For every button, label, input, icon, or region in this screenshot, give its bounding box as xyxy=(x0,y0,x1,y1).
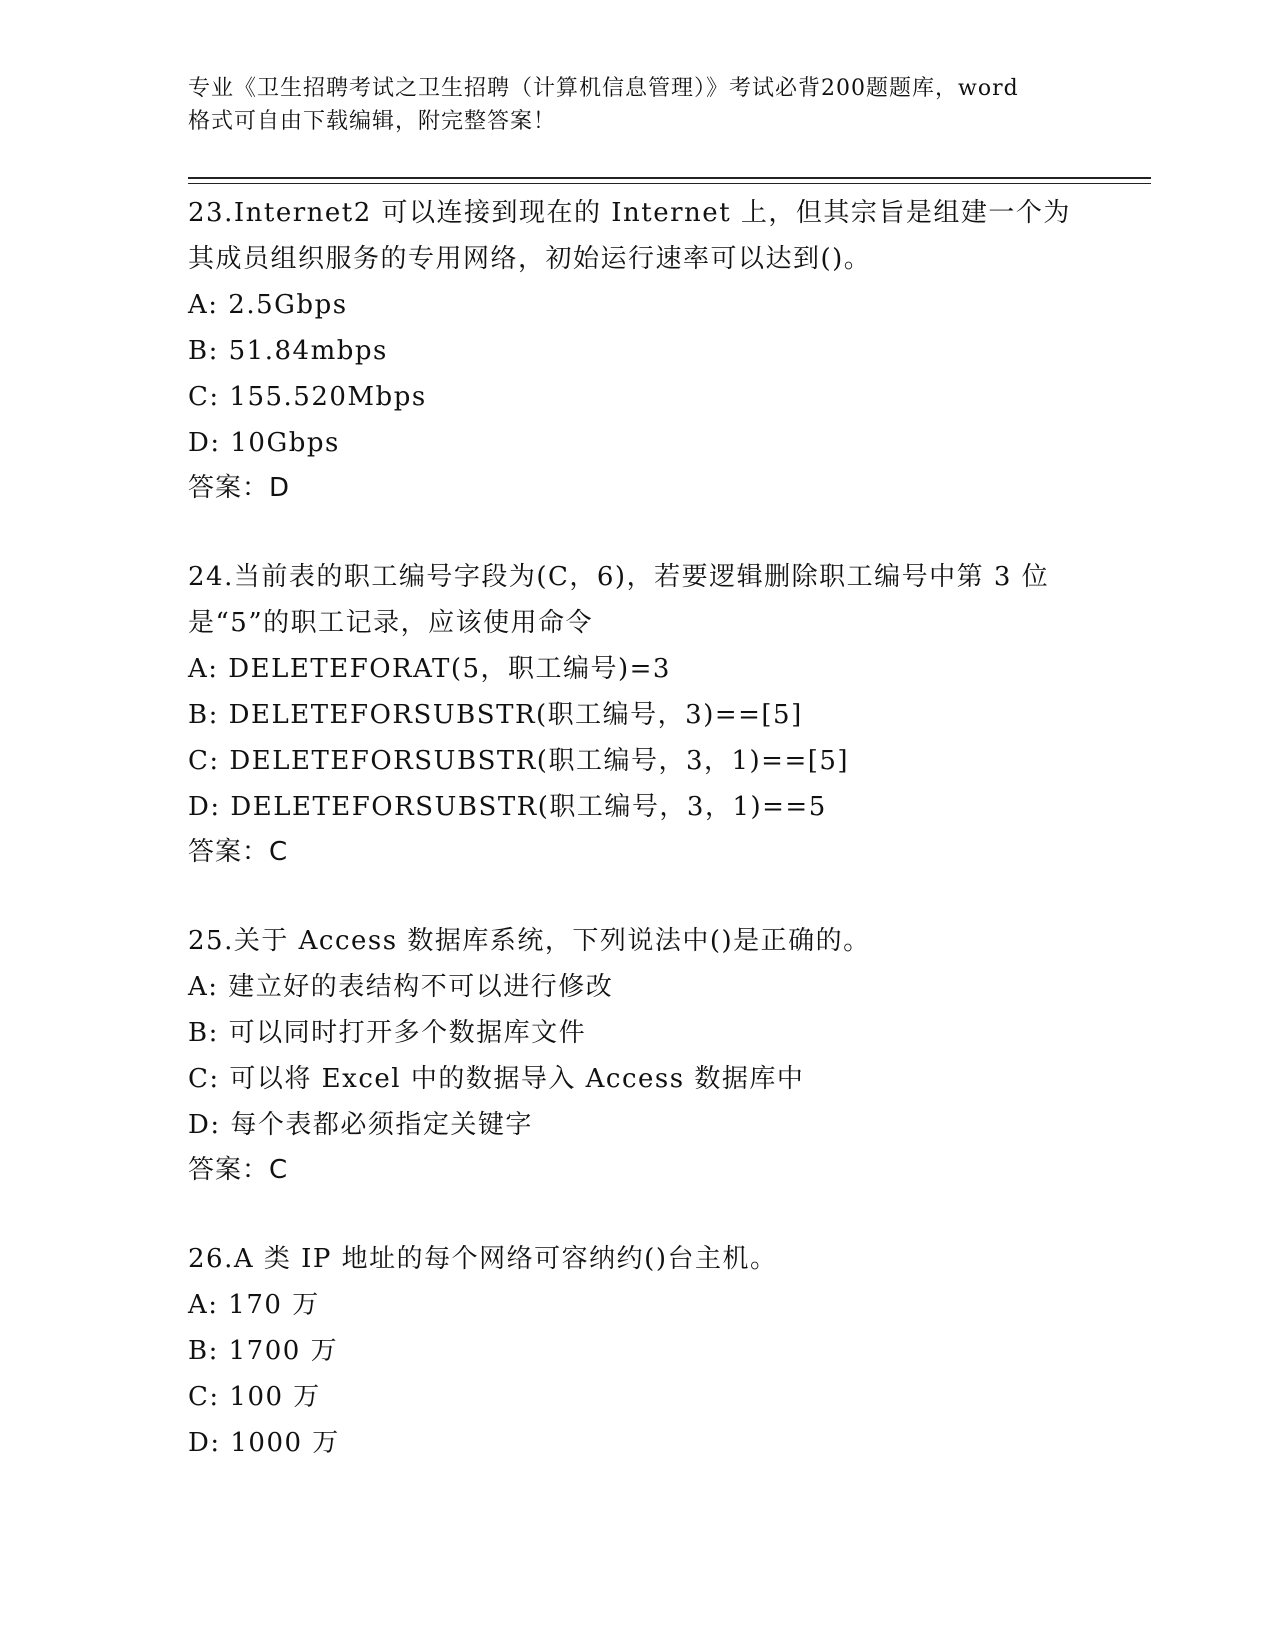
answer: 答案：C xyxy=(188,1155,289,1185)
question-spacer xyxy=(188,1192,1088,1236)
option-c: C: 155.520Mbps xyxy=(188,382,427,412)
header-divider-thick xyxy=(188,177,1151,179)
question-stem-line: 23.Internet2 可以连接到现在的 Internet 上，但其宗旨是组建一个为 xyxy=(188,198,1071,228)
option-b: B: 可以同时打开多个数据库文件 xyxy=(188,1018,587,1048)
question-spacer xyxy=(188,874,1088,918)
option-b: B: DELETEFORSUBSTR(职工编号，3)==[5] xyxy=(188,700,803,730)
answer: 答案：D xyxy=(188,473,291,503)
question-spacer xyxy=(188,510,1088,554)
option-a: A: 建立好的表结构不可以进行修改 xyxy=(188,972,614,1002)
option-a: A: 2.5Gbps xyxy=(188,290,348,320)
option-b: B: 1700 万 xyxy=(188,1336,339,1366)
question-stem xyxy=(188,1236,1088,1282)
header-divider-thin xyxy=(188,183,1151,184)
option-a: A: 170 万 xyxy=(188,1290,320,1320)
question-stem-line: 是“5”的职工记录，应该使用命令 xyxy=(188,608,594,638)
option-c: C: 100 万 xyxy=(188,1382,321,1412)
option-d: D: 每个表都必须指定关键字 xyxy=(188,1110,533,1140)
question-stem-line: 其成员组织服务的专用网络，初始运行速率可以达到()。 xyxy=(188,244,872,274)
question-stem xyxy=(188,554,1088,646)
option-c: C: DELETEFORSUBSTR(职工编号，3，1)==[5] xyxy=(188,746,850,776)
question-26 xyxy=(188,1236,1088,1466)
option-b: B: 51.84mbps xyxy=(188,336,388,366)
question-25 xyxy=(188,918,1088,1192)
question-list xyxy=(188,190,1088,1466)
option-d: D: DELETEFORSUBSTR(职工编号，3，1)==5 xyxy=(188,792,827,822)
question-stem-line: 25.关于 Access 数据库系统，下列说法中()是正确的。 xyxy=(188,926,871,956)
document-header xyxy=(188,72,1088,138)
option-d: D: 1000 万 xyxy=(188,1428,340,1458)
header-line-1: 专业《卫生招聘考试之卫生招聘（计算机信息管理）》考试必背200题题库，word xyxy=(188,76,1019,101)
question-stem-line: 24.当前表的职工编号字段为(C，6)，若要逻辑删除职工编号中第 3 位 xyxy=(188,562,1050,592)
option-c: C: 可以将 Excel 中的数据导入 Access 数据库中 xyxy=(188,1064,805,1094)
question-24 xyxy=(188,554,1088,874)
header-line-2: 格式可自由下载编辑，附完整答案！ xyxy=(188,109,557,134)
question-stem xyxy=(188,918,1088,964)
answer: 答案：C xyxy=(188,837,289,867)
question-stem xyxy=(188,190,1088,282)
question-23 xyxy=(188,190,1088,510)
option-a: A: DELETEFORAT(5，职工编号)=3 xyxy=(188,654,671,684)
question-stem-line: 26.A 类 IP 地址的每个网络可容纳约()台主机。 xyxy=(188,1244,778,1274)
option-d: D: 10Gbps xyxy=(188,428,340,458)
